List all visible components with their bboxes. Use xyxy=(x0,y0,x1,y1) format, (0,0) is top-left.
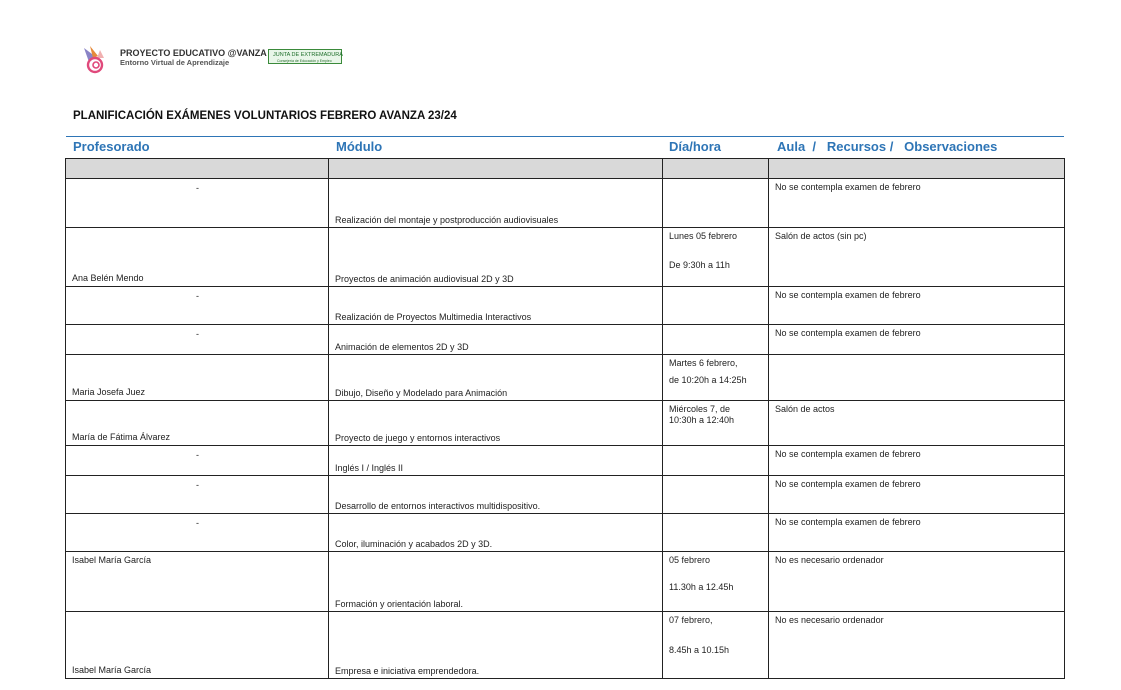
teacher-cell: Isabel María García xyxy=(72,555,152,565)
day-cell-line2: 11.30h a 12.45h xyxy=(669,582,734,592)
teacher-cell: - xyxy=(196,183,199,193)
observation-cell: No se contempla examen de febrero xyxy=(775,182,921,192)
day-cell-line2: 8.45h a 10.15h xyxy=(669,645,730,655)
exam-schedule-table xyxy=(65,158,1065,679)
table-row xyxy=(66,552,1065,612)
blank-header-row xyxy=(66,159,1065,179)
junta-extremadura-logo xyxy=(268,49,342,64)
observation-cell: No se contempla examen de febrero xyxy=(775,479,921,489)
day-cell-line2: de 10:20h a 14:25h xyxy=(669,375,747,385)
observation-cell: No se contempla examen de febrero xyxy=(775,517,921,527)
teacher-cell: - xyxy=(196,518,199,528)
module-cell: Realización del montaje y postproducción audiovisuales xyxy=(335,215,559,225)
module-cell: Proyecto de juego y entornos interactivos xyxy=(335,433,501,443)
project-subtitle: Entorno Virtual de Aprendizaje xyxy=(120,58,230,67)
table-row xyxy=(66,612,1065,679)
junta-title: JUNTA DE EXTREMADURA xyxy=(273,52,343,58)
day-cell-line2: De 9:30h a 11h xyxy=(669,260,730,270)
module-cell: Inglés I / Inglés II xyxy=(335,463,404,473)
observation-cell: No es necesario ordenador xyxy=(775,615,884,625)
day-cell-line1: Martes 6 febrero, xyxy=(669,358,738,368)
column-header-row xyxy=(66,136,1064,158)
table-row xyxy=(66,228,1065,287)
module-cell: Color, iluminación y acabados 2D y 3D. xyxy=(335,539,493,549)
module-cell: Dibujo, Diseño y Modelado para Animación xyxy=(335,388,508,398)
teacher-cell: - xyxy=(196,291,199,301)
teacher-cell: - xyxy=(196,329,199,339)
table-row xyxy=(66,179,1065,228)
teacher-cell: - xyxy=(196,480,199,490)
day-cell-line2: 10:30h a 12:40h xyxy=(669,415,735,425)
module-cell: Empresa e iniciativa emprendedora. xyxy=(335,666,480,676)
day-cell-line1: 07 febrero, xyxy=(669,615,713,625)
junta-subtitle: Consejería de Educación y Empleo xyxy=(277,59,332,63)
day-cell-line1: Miércoles 7, de xyxy=(669,404,731,414)
table-row xyxy=(66,355,1065,401)
observation-cell: No se contempla examen de febrero xyxy=(775,328,921,338)
module-cell: Formación y orientación laboral. xyxy=(335,599,464,609)
observation-cell: No se contempla examen de febrero xyxy=(775,290,921,300)
observation-cell: No es necesario ordenador xyxy=(775,555,884,565)
table-row xyxy=(66,401,1065,446)
module-cell: Desarrollo de entornos interactivos multidispositivo. xyxy=(335,501,541,511)
table-row xyxy=(66,476,1065,514)
document-title: PLANIFICACIÓN EXÁMENES VOLUNTARIOS FEBRERO AVANZA 23/24 xyxy=(73,110,457,122)
day-cell-line1: 05 febrero xyxy=(669,555,711,565)
avanza-logo-icon xyxy=(80,44,110,74)
teacher-cell: Maria Josefa Juez xyxy=(72,387,146,397)
table-row xyxy=(66,287,1065,325)
table-row xyxy=(66,446,1065,476)
module-cell: Animación de elementos 2D y 3D xyxy=(335,342,469,352)
module-cell: Proyectos de animación audiovisual 2D y 3D xyxy=(335,274,514,284)
column-header-aula: Aula / Recursos / Observaciones xyxy=(777,139,998,154)
column-header-dia-hora: Día/hora xyxy=(669,139,722,154)
module-cell: Realización de Proyectos Multimedia Interactivos xyxy=(335,312,532,322)
teacher-cell: María de Fátima Álvarez xyxy=(72,432,171,442)
table-row xyxy=(66,325,1065,355)
observation-cell: No se contempla examen de febrero xyxy=(775,449,921,459)
table-row xyxy=(66,514,1065,552)
column-header-modulo: Módulo xyxy=(336,139,383,154)
teacher-cell: Ana Belén Mendo xyxy=(72,273,144,283)
teacher-cell: - xyxy=(196,450,199,460)
teacher-cell: Isabel María García xyxy=(72,665,152,675)
column-header-profesorado: Profesorado xyxy=(73,139,150,154)
observation-cell: Salón de actos (sin pc) xyxy=(775,231,867,241)
project-title: PROYECTO EDUCATIVO @VANZA xyxy=(120,48,267,58)
day-cell-line1: Lunes 05 febrero xyxy=(669,231,738,241)
observation-cell: Salón de actos xyxy=(775,404,835,414)
